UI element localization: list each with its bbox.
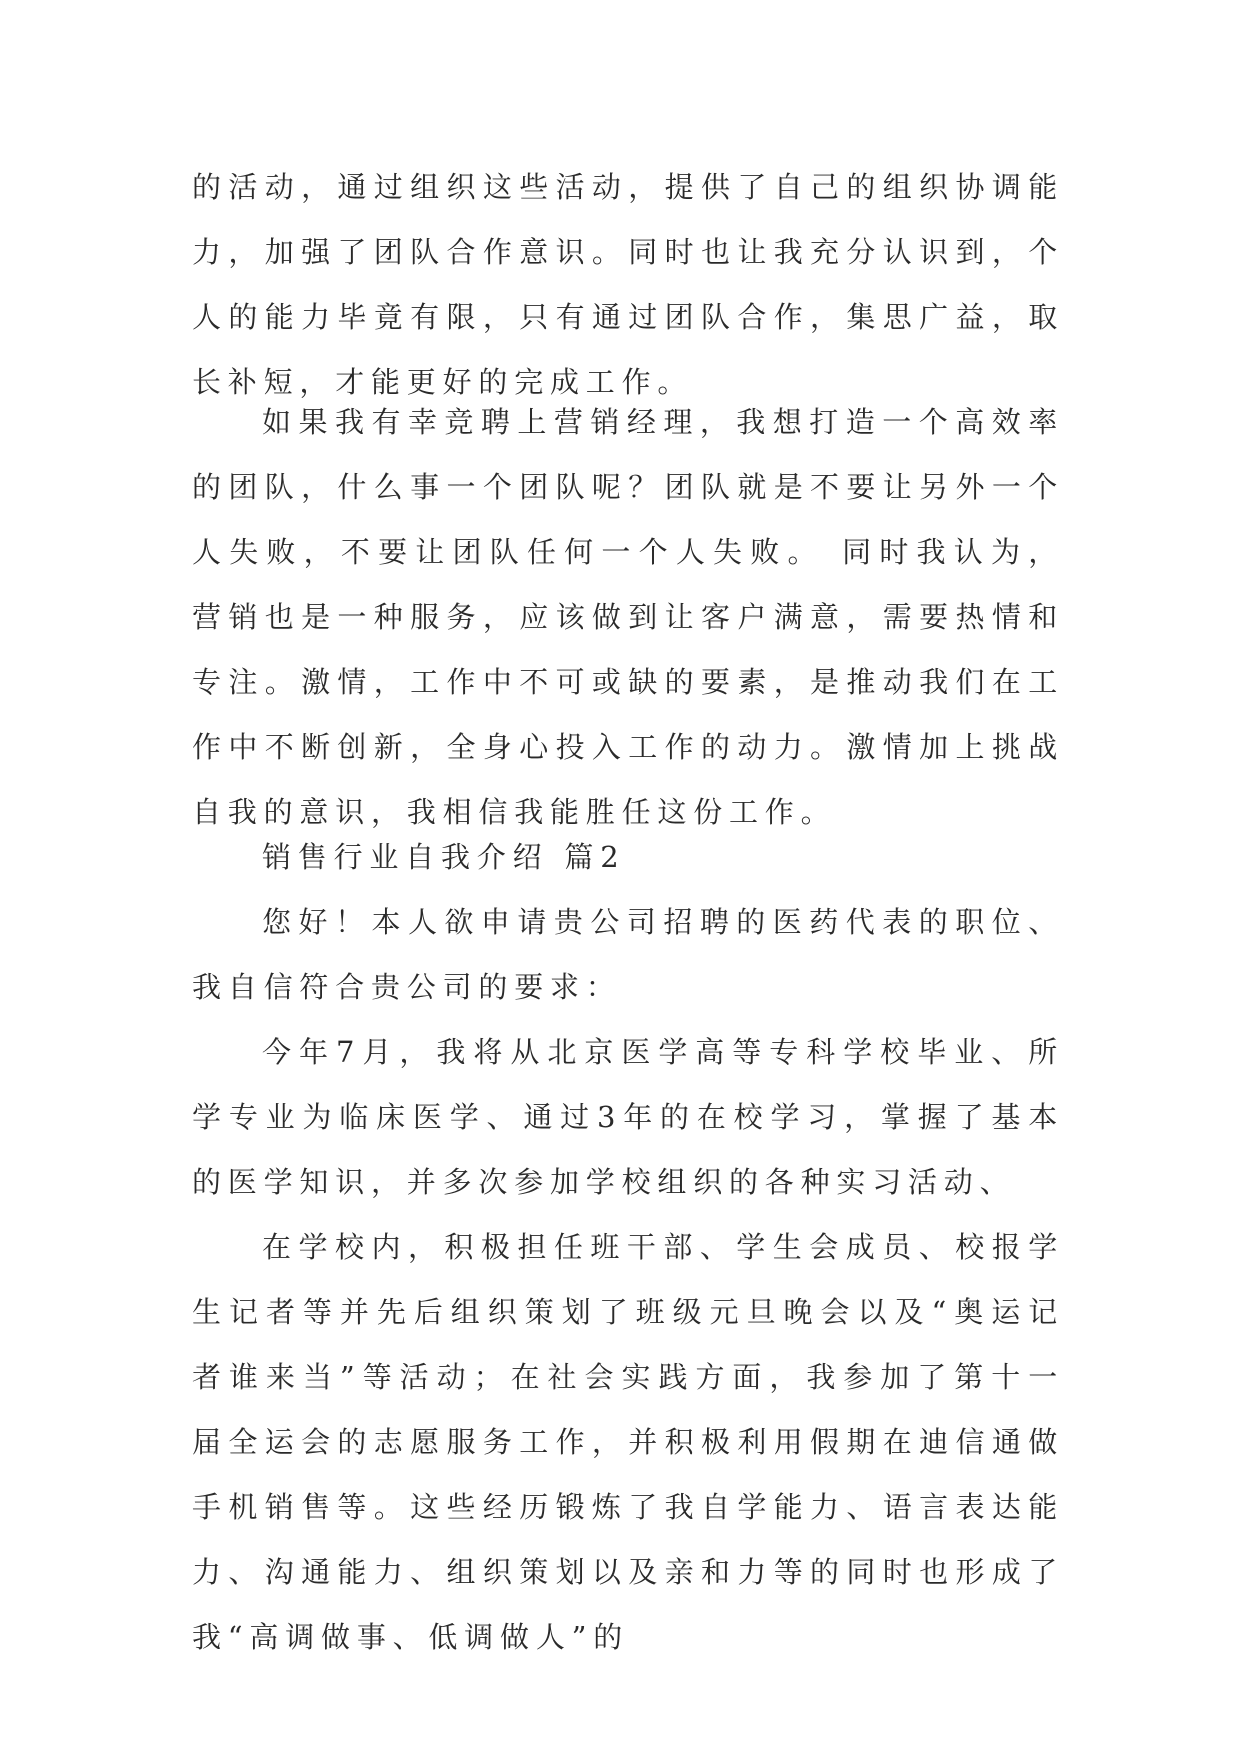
paragraph-continuation: 的活动，通过组织这些活动，提供了自己的组织协调能力，加强了团队合作意识。同时也让我充分认识到，个人的能力毕竟有限，只有通过团队合作，集思广益，取长补短，才能更好的完成工作。 [192,170,1064,399]
paragraph-greeting: 您好！本人欲申请贵公司招聘的医药代表的职位、我自信符合贵公司的要求： [192,905,1064,1004]
section-heading: 销售行业自我介绍 篇2 [262,840,626,874]
paragraph-experience: 在学校内，积极担任班干部、学生会成员、校报学生记者等并先后组织策划了班级元旦晚会以及“奥运记者谁来当”等活动；在社会实践方面，我参加了第十一届全运会的志愿服务工作，并积极利用假期在迪信通做手机销售等。这些经历锻炼了我自学能力、语言表达能力、沟通能力、组织策划以及亲和力等的同时也形成了我“高调做事、低调做人”的 [192,1230,1064,1654]
paragraph-education: 今年7月，我将从北京医学高等专科学校毕业、所学专业为临床医学、通过3年的在校学习，掌握了基本的医学知识，并多次参加学校组织的各种实习活动、 [192,1035,1064,1199]
paragraph-marketing-manager: 如果我有幸竞聘上营销经理，我想打造一个高效率的团队，什么事一个团队呢？团队就是不要让另外一个人失败，不要让团队任何一个人失败。 同时我认为，营销也是一种服务，应该做到让客户满意，需要热情和专注。激情，工作中不可或缺的要素，是推动我们在工作中不断创新，全身心投入工作的动力。激情加上挑战自我的意识，我相信我能胜任这份工作。 [192,405,1064,829]
